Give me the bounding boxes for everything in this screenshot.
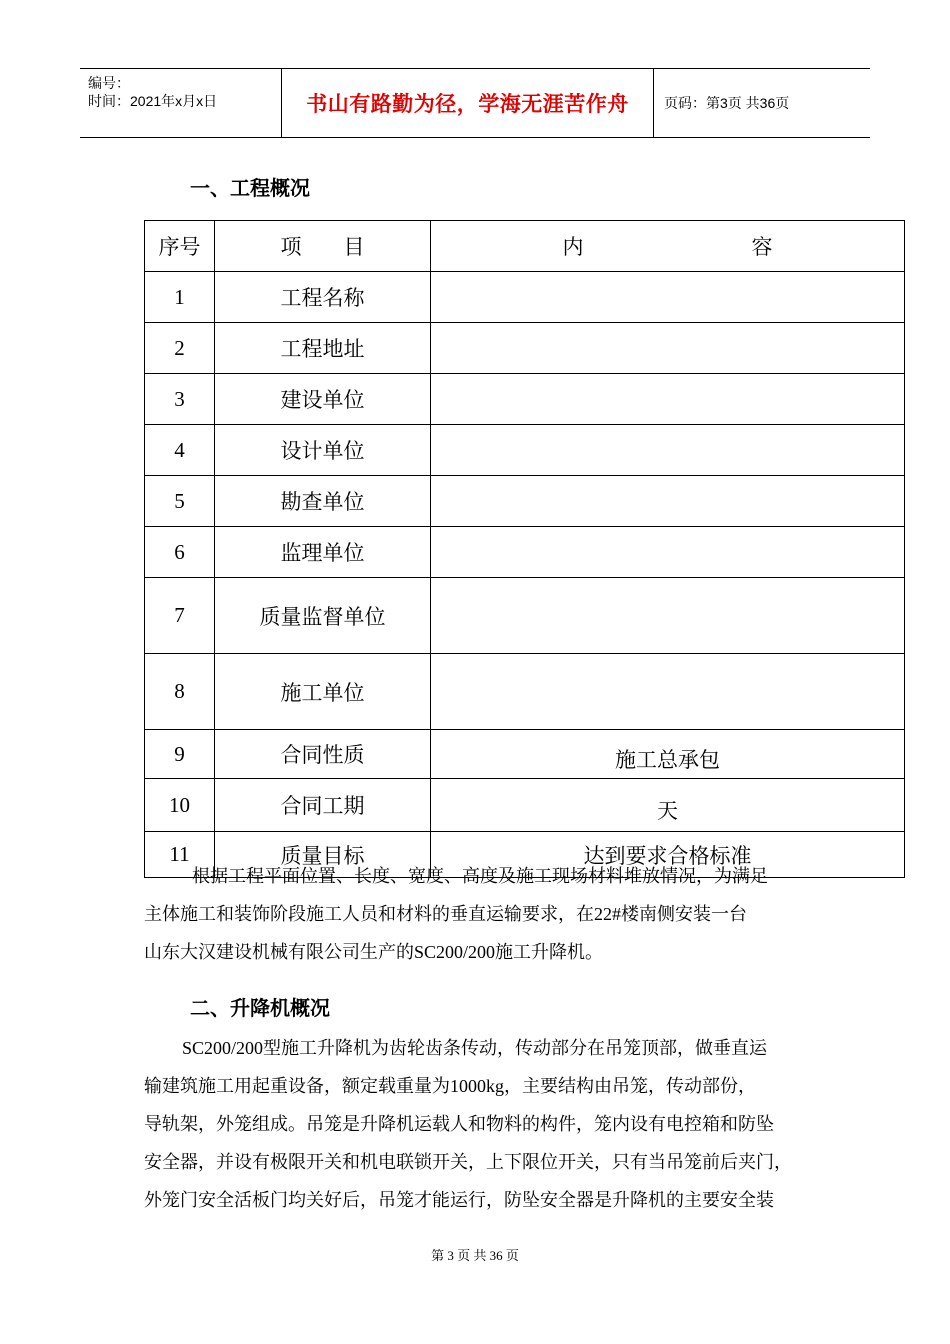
project-overview-table (144, 220, 905, 878)
paragraph-line: 输建筑施工用起重设备，额定载重量为1000kg，主要结构由吊笼，传动部份， (144, 1076, 756, 1096)
table-row (145, 323, 905, 374)
header-motto-cell (282, 69, 654, 137)
motto-text: 书山有路勤为径，学海无涯苦作舟 (306, 92, 629, 116)
row-value: 天 (431, 779, 905, 832)
paragraph-line: 安全器，并设有极限开关和机电联锁开关，上下限位开关，只有当吊笼前后夹门， (144, 1152, 792, 1172)
paragraph-line: 根据工程平面位置、长度、宽度、高度及施工现场材料堆放情况，为满足 (192, 866, 768, 886)
header-page-number: 页码：第3页 共36页 (664, 95, 790, 111)
row-item: 设计单位 (215, 425, 431, 476)
row-value (431, 476, 905, 527)
row-value (431, 425, 905, 476)
row-value: 施工总承包 (431, 730, 905, 779)
row-item: 建设单位 (215, 374, 431, 425)
row-no: 9 (145, 730, 215, 779)
row-no: 4 (145, 425, 215, 476)
row-item: 勘查单位 (215, 476, 431, 527)
row-item: 质量目标 (215, 832, 431, 878)
row-item: 合同性质 (215, 730, 431, 779)
table-row (145, 476, 905, 527)
doc-time: 时间：2021年x月x日 (88, 93, 218, 109)
row-no: 1 (145, 272, 215, 323)
header-no: 序号 (145, 221, 215, 272)
row-value (431, 527, 905, 578)
row-no: 3 (145, 374, 215, 425)
row-value (431, 654, 905, 730)
row-no: 11 (145, 832, 215, 878)
paragraph-line: 外笼门安全活板门均关好后，吊笼才能运行，防坠安全器是升降机的主要安全装 (144, 1190, 774, 1210)
row-item: 监理单位 (215, 527, 431, 578)
table-row (145, 425, 905, 476)
table-row (145, 272, 905, 323)
row-item: 工程地址 (215, 323, 431, 374)
paragraph-line: 主体施工和装饰阶段施工人员和材料的垂直运输要求，在22#楼南侧安装一台 (144, 904, 747, 924)
document-header (80, 68, 870, 138)
row-no: 2 (145, 323, 215, 374)
table-row (145, 730, 905, 779)
row-value: 达到要求合格标准 (431, 832, 905, 878)
table-row (145, 578, 905, 654)
table-header-row (145, 221, 905, 272)
table-row (145, 374, 905, 425)
header-meta-cell (80, 69, 282, 137)
row-item: 合同工期 (215, 779, 431, 832)
doc-number: 编号： (88, 75, 130, 91)
row-value (431, 374, 905, 425)
page-footer: 第 3 页 共 36 页 (431, 1248, 519, 1263)
row-no: 8 (145, 654, 215, 730)
table-row (145, 527, 905, 578)
header-item: 项 目 (215, 221, 431, 272)
paragraph-line: 导轨架，外笼组成。吊笼是升降机运载人和物料的构件，笼内设有电控箱和防坠 (144, 1114, 774, 1134)
section-1-title: 一、工程概况 (190, 176, 310, 200)
row-value (431, 578, 905, 654)
table-row (145, 654, 905, 730)
row-no: 6 (145, 527, 215, 578)
row-no: 5 (145, 476, 215, 527)
row-value (431, 323, 905, 374)
header-content: 内 容 (431, 221, 905, 272)
row-value (431, 272, 905, 323)
paragraph-line: 山东大汉建设机械有限公司生产的SC200/200施工升降机。 (144, 942, 604, 962)
paragraph-line: SC200/200型施工升降机为齿轮齿条传动，传动部分在吊笼顶部，做垂直运 (182, 1038, 768, 1058)
row-no: 10 (145, 779, 215, 832)
header-page-cell (654, 69, 870, 137)
row-no: 7 (145, 578, 215, 654)
row-item: 施工单位 (215, 654, 431, 730)
row-item: 质量监督单位 (215, 578, 431, 654)
section-2-title: 二、升降机概况 (190, 996, 330, 1020)
row-item: 工程名称 (215, 272, 431, 323)
table-row (145, 779, 905, 832)
